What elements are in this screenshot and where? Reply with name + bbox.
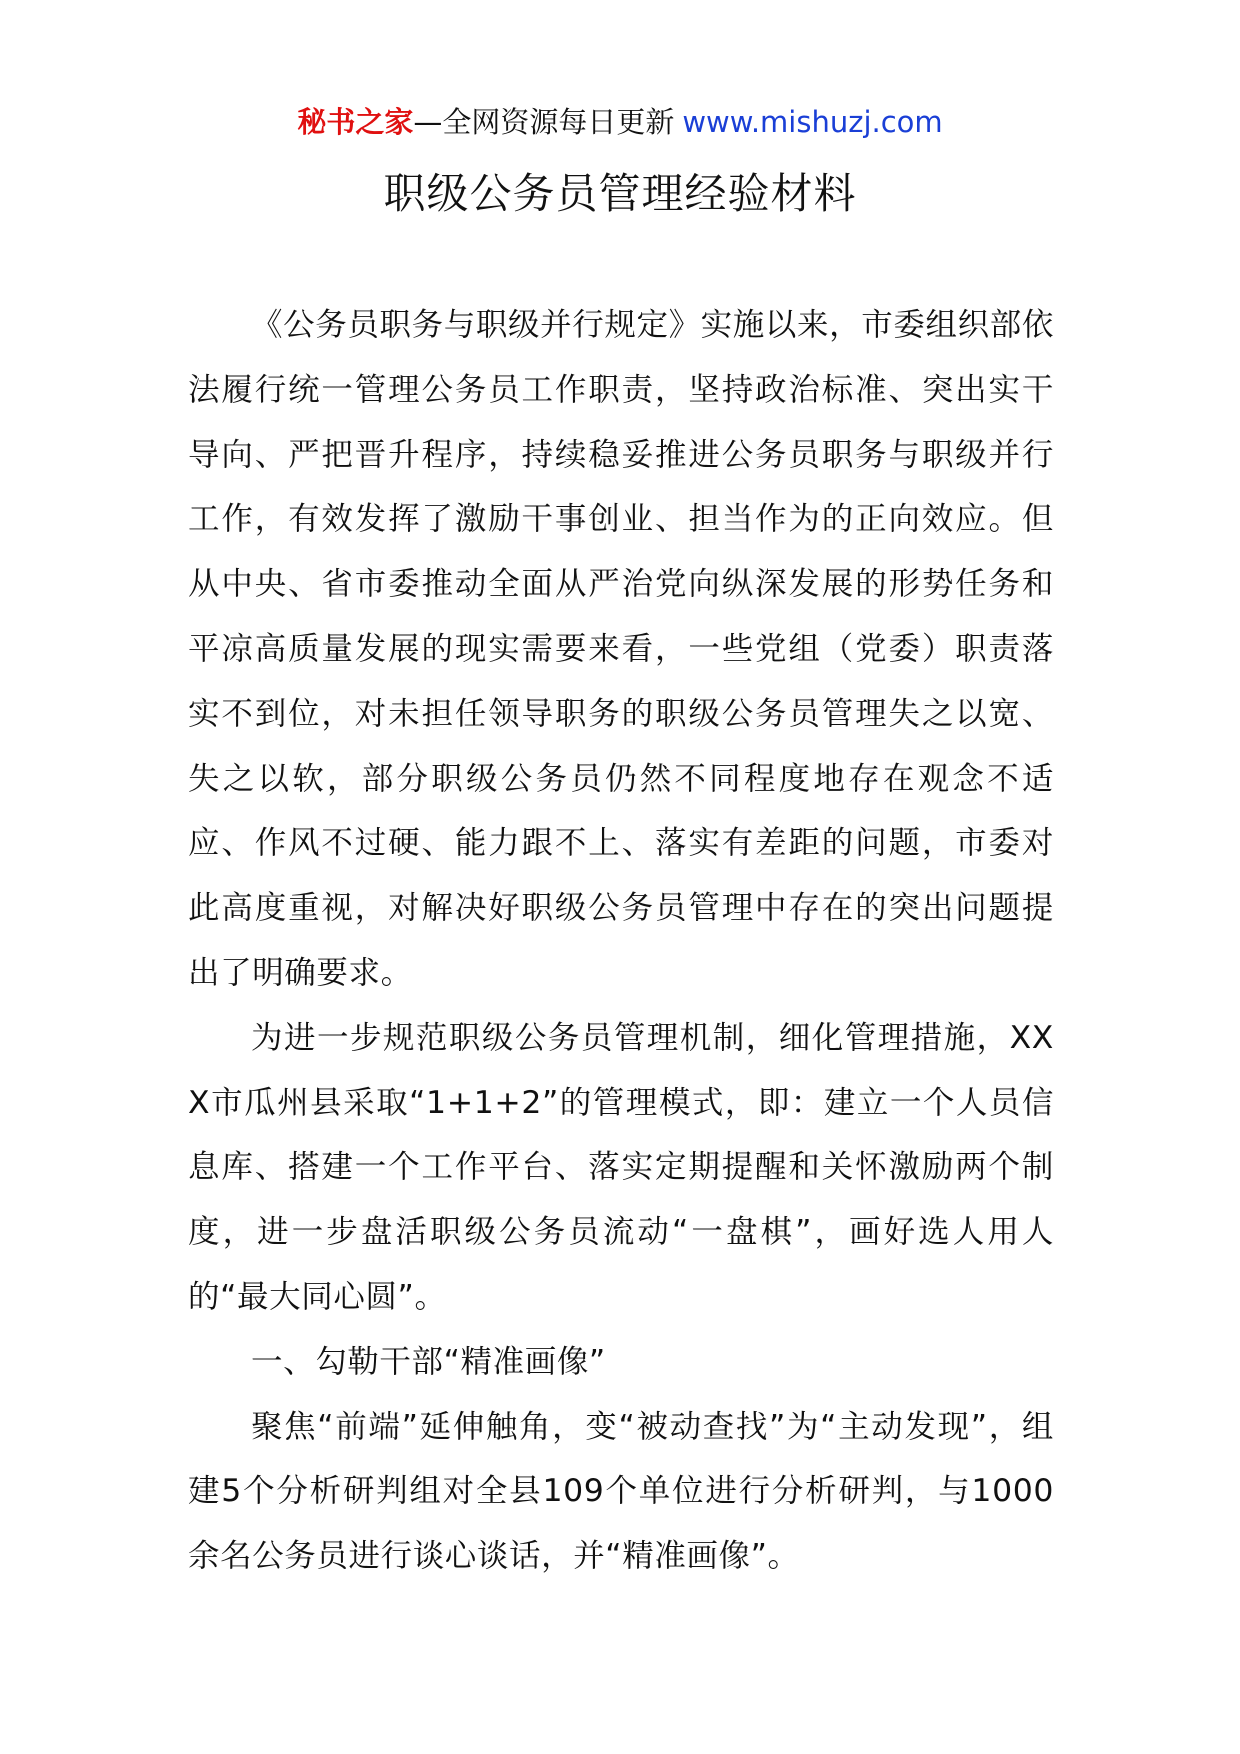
header-slogan: —全网资源每日更新 bbox=[413, 105, 675, 139]
brand-name: 秘书之家 bbox=[297, 105, 414, 139]
section-heading-1: 一、勾勒干部“精准画像” bbox=[251, 1343, 606, 1380]
site-header bbox=[0, 100, 1240, 144]
paragraph-section-1: 聚焦“前端”延伸触角，变“被动查找”为“主动发现”，组建5个分析研判组对全县109个单位进行分析研判，与1000余名公务员进行谈心谈话，并“精准画像”。 bbox=[188, 1408, 1054, 1575]
document-title: 职级公务员管理经验材料 bbox=[383, 169, 857, 218]
paragraph-intro: 《公务员职务与职级并行规定》实施以来，市委组织部依法履行统一管理公务员工作职责，坚持政治标准、突出实干导向、严把晋升程序，持续稳妥推进公务员职务与职级并行工作，有效发挥了激励干事创业、担当作为的正向效应。但从中央、省市委推动全面从严治党向纵深发展的形势任务和平凉高质量发展的现实需要来看，一些党组（党委）职责落实不到位，对未担任领导职务的职级公务员管理失之以宽、失之以软，部分职级公务员仍然不同程度地存在观念不适应、作风不过硬、能力跟不上、落实有差距的问题，市委对此高度重视，对解决好职级公务员管理中存在的突出问题提出了明确要求。 bbox=[188, 307, 1054, 991]
site-url: www.mishuzj.com bbox=[682, 105, 943, 139]
paragraph-model: 为进一步规范职级公务员管理机制，细化管理措施，XXX市瓜州县采取“1+1+2”的管理模式，即：建立一个人员信息库、搭建一个工作平台、落实定期提醒和关怀激励两个制度，进一步盘活职级公务员流动“一盘棋”，画好选人用人的“最大同心圆”。 bbox=[188, 1019, 1054, 1315]
document-body bbox=[188, 293, 1054, 1589]
